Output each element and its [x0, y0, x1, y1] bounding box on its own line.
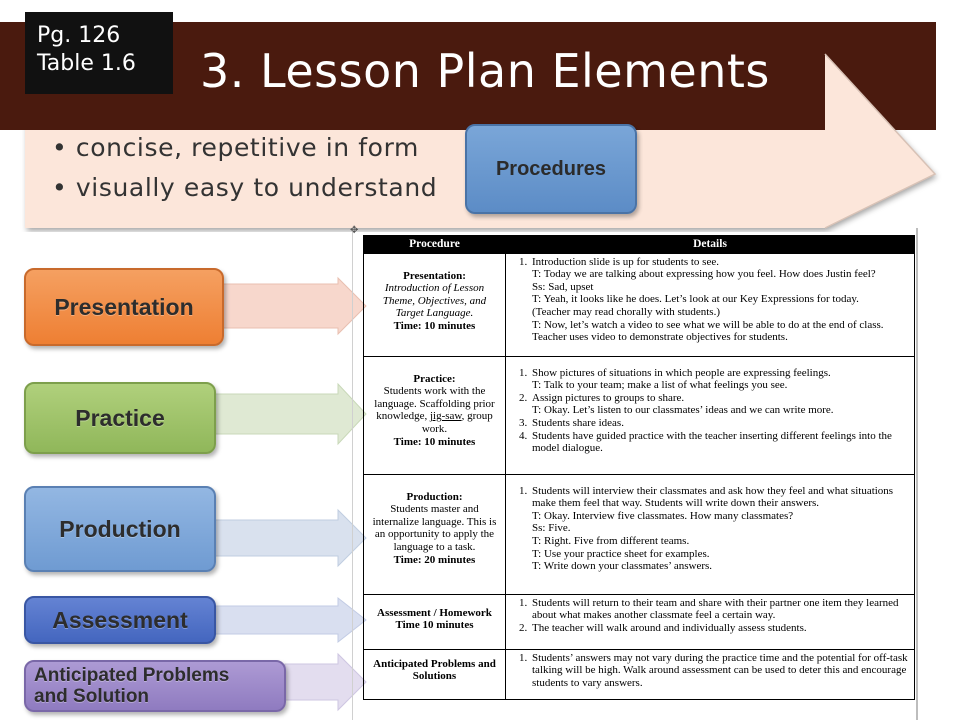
bullet-item: • visually easy to understand — [52, 173, 438, 202]
page-reference-label — [25, 12, 173, 94]
detail-line: T: Yeah, it looks like he does. Let’s look at our Key Expressions for today. — [532, 293, 859, 306]
procedure-description: Introduction of Lesson Theme, Objectives, and Target Language. — [382, 282, 487, 320]
procedure-cell — [364, 356, 506, 474]
detail-item: 4. Students have guided practice with the teacher inserting different feelings into the model dialogue. — [530, 430, 910, 455]
category-anticipated-problems — [24, 660, 286, 712]
detail-item — [530, 392, 910, 417]
detail-line: Teacher uses video to demonstrate objectives for students. — [532, 331, 788, 344]
connector-arrow-practice — [215, 384, 366, 444]
table-row — [364, 649, 915, 699]
category-practice — [24, 382, 216, 454]
procedure-time: Time: 10 minutes — [393, 319, 476, 332]
detail-line: T: Use your practice sheet for examples. — [532, 547, 710, 560]
category-presentation — [24, 268, 224, 346]
desc-part: jig-saw — [429, 410, 462, 423]
procedures-badge: Procedures — [465, 124, 637, 214]
table-move-handle-icon: ✥ — [350, 225, 359, 236]
procedure-description — [368, 385, 501, 435]
procedure-title: Production: — [406, 490, 463, 503]
detail-line: T: Right. Five from different teams. — [532, 534, 690, 547]
procedure-cell — [364, 253, 506, 356]
detail-line: 1. Students will interview their classmates and ask how they feel and what situations make them feel that way. Students will write down their answers. — [532, 484, 894, 510]
table-row — [364, 356, 915, 474]
lesson-plan-table — [363, 235, 915, 700]
column-header: Details — [506, 236, 915, 254]
document-right-edge — [916, 228, 918, 720]
detail-item: 1. Students will return to their team and share with their partner one item they learned about what makes another classmate feel a certain way. — [530, 597, 910, 622]
detail-line: Ss: Five. — [532, 522, 571, 535]
details-cell — [506, 253, 915, 356]
detail-line: T: Now, let’s watch a video to see what we will be able to do at the end of class. — [532, 318, 884, 331]
procedure-time: Time: 10 minutes — [393, 435, 476, 448]
details-cell — [506, 474, 915, 594]
procedure-cell — [364, 594, 506, 649]
procedure-description: Students master and internalize language. This is an opportunity to apply the language to a task. — [372, 503, 497, 553]
category-label: Presentation — [54, 293, 194, 320]
bullet-item: • concise, repetitive in form — [52, 133, 419, 162]
table-row — [364, 474, 915, 594]
category-label: Anticipated Problems and Solution — [34, 665, 230, 707]
column-header: Procedure — [364, 236, 506, 254]
procedure-cell — [364, 474, 506, 594]
desc-part: , group work. — [421, 410, 493, 435]
detail-line: T: Today we are talking about expressing how you feel. How does Justin feel? — [532, 268, 876, 281]
detail-line: Ss: Sad, upset — [532, 280, 594, 293]
detail-line: T: Okay. Let’s listen to our classmates’ ideas and we can write more. — [532, 404, 834, 417]
page-ref-line2: Table 1.6 — [37, 51, 136, 76]
detail-item — [530, 485, 910, 573]
detail-item: 1. Students’ answers may not vary during the practice time and the potential for off-task talking will be high. Walk around assessment can be used to deter this and encourage students to vary answers. — [530, 652, 910, 690]
detail-line: (Teacher may read chorally with students.) — [532, 305, 720, 318]
table-row — [364, 253, 915, 356]
detail-line: T: Talk to your team; make a list of what feelings you see. — [532, 379, 788, 392]
details-cell — [506, 356, 915, 474]
detail-item: 3. Students share ideas. — [530, 417, 910, 430]
page-title: 3. Lesson Plan Elements — [200, 44, 770, 98]
connector-arrow-assessment — [215, 598, 366, 642]
procedure-title: Practice: — [413, 372, 456, 385]
detail-line: 2. Assign pictures to groups to share. — [532, 391, 685, 404]
detail-line: T: Okay. Interview five classmates. How many classmates? — [532, 509, 794, 522]
detail-item — [530, 256, 910, 344]
procedure-cell — [364, 649, 506, 699]
connector-arrow-anticipated — [285, 654, 366, 710]
detail-line: T: Write down your classmates’ answers. — [532, 560, 713, 573]
details-cell — [506, 649, 915, 699]
category-label: Practice — [75, 404, 165, 431]
category-production — [24, 486, 216, 572]
page-ref-line1: Pg. 126 — [37, 23, 121, 48]
details-cell — [506, 594, 915, 649]
detail-line: 1. Show pictures of situations in which people are expressing feelings. — [532, 366, 831, 379]
bullet-list — [52, 128, 437, 208]
procedure-title: Presentation: — [403, 269, 466, 282]
procedure-title: Anticipated Problems and Solutions — [373, 657, 496, 683]
detail-line: 1. Introduction slide is up for students to see. — [532, 255, 719, 268]
category-label: Production — [59, 515, 181, 542]
table-row — [364, 594, 915, 649]
table-header-row — [364, 236, 915, 254]
procedure-time: Time 10 minutes — [395, 619, 474, 632]
connector-arrow-presentation — [220, 278, 366, 334]
connector-arrow-production — [215, 510, 366, 566]
detail-item: 2. The teacher will walk around and individually assess students. — [530, 622, 910, 635]
procedure-title: Assessment / Homework — [377, 606, 492, 619]
category-assessment — [24, 596, 216, 644]
category-label: Assessment — [52, 606, 188, 633]
desc-part: Students work with the language. Scaffolding prior knowledge, — [374, 385, 495, 423]
detail-item — [530, 367, 910, 392]
procedure-time: Time: 20 minutes — [393, 553, 476, 566]
document-left-edge — [352, 228, 353, 720]
